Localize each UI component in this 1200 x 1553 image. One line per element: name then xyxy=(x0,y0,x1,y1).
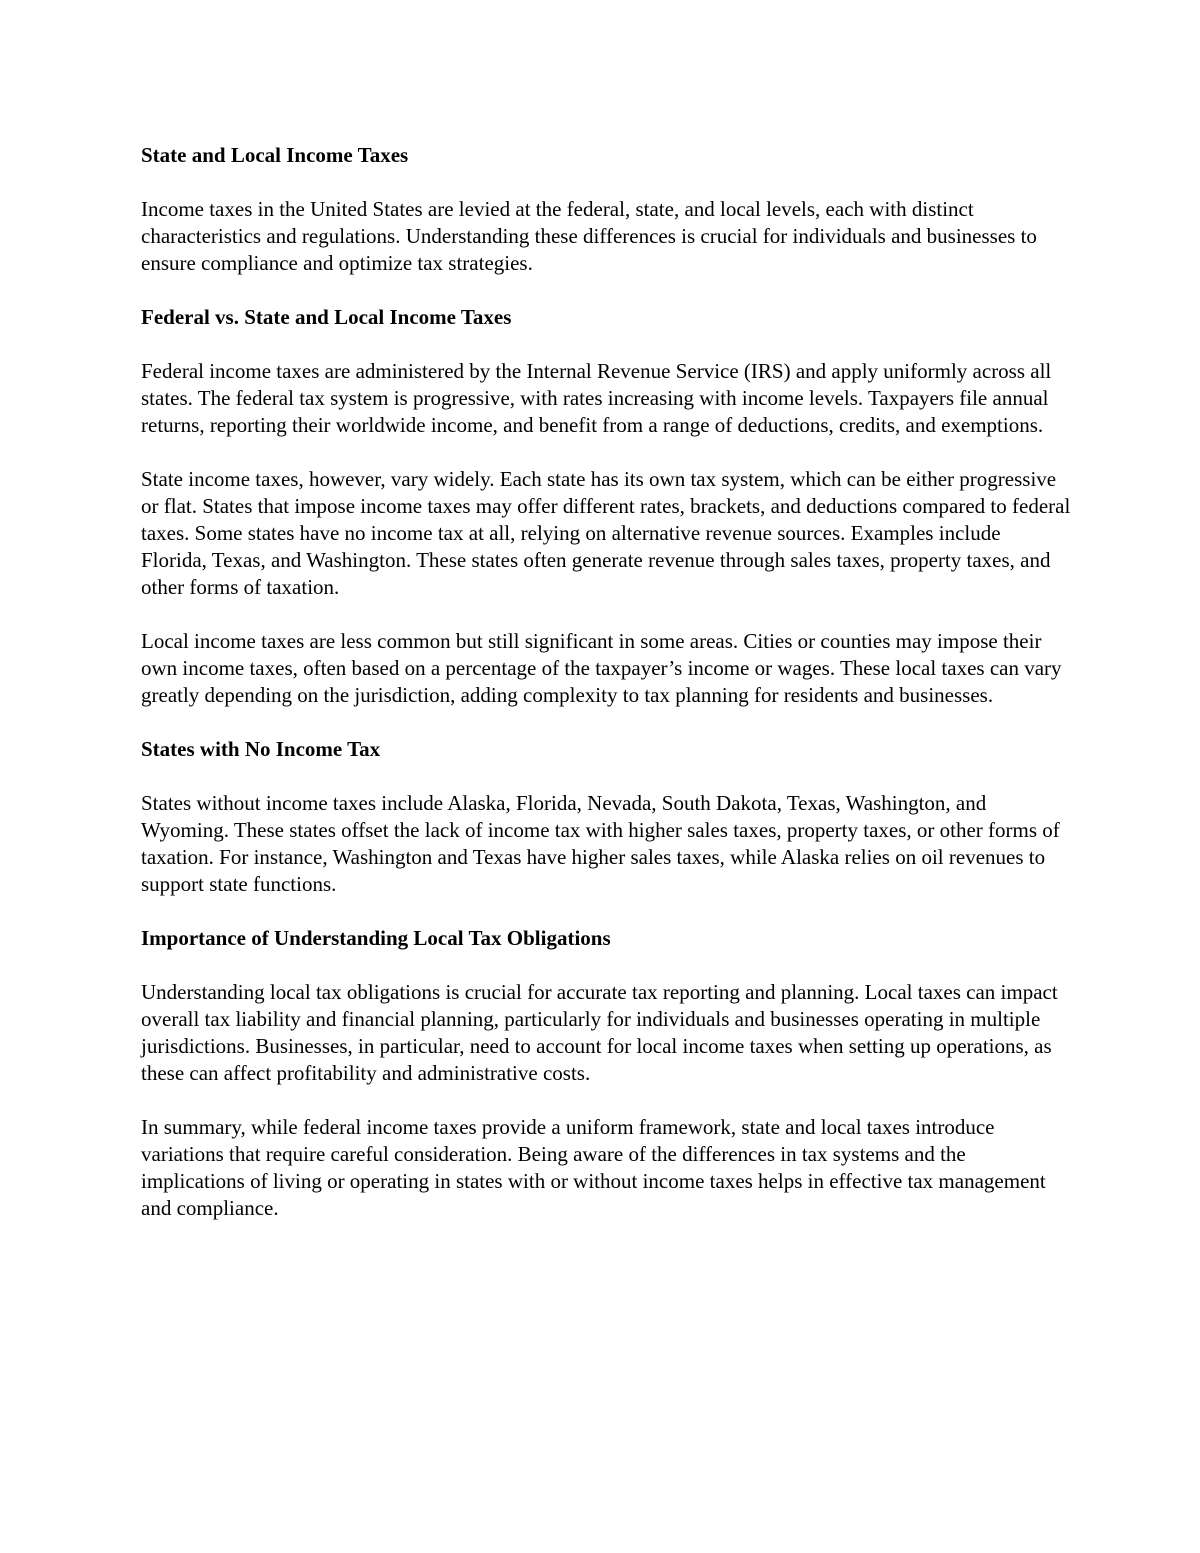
document-title: State and Local Income Taxes xyxy=(141,143,409,167)
local-obligations-paragraph: Understanding local tax obligations is crucial for accurate tax reporting and planning. Local taxes can impact overall tax liability and financial planning, particularly for individuals and businesses operating in multiple jurisdictions. Businesses, in particular, need to account for local income taxes when setting up operations, as these can affect profitability and administrative costs. xyxy=(141,980,1058,1085)
summary-paragraph: In summary, while federal income taxes provide a uniform framework, state and local taxes introduce variations that require careful consideration. Being aware of the differences in tax systems and the implications of living or operating in states with or without income taxes helps in effective tax management and compliance. xyxy=(141,1115,1046,1220)
state-income-tax-paragraph: State income taxes, however, vary widely. Each state has its own tax system, which can be either progressive or flat. States that impose income taxes may offer different rates, brackets, and deductions compared to federal taxes. Some states have no income tax at all, relying on alternative revenue sources. Examples include Florida, Texas, and Washington. These states often generate revenue through sales taxes, property taxes, and other forms of taxation. xyxy=(141,467,1071,599)
federal-income-tax-paragraph: Federal income taxes are administered by the Internal Revenue Service (IRS) and apply uniformly across all states. The federal tax system is progressive, with rates increasing with income levels. Taxpayers file annual returns, reporting their worldwide income, and benefit from a range of deductions, credits, and exemptions. xyxy=(141,359,1052,437)
document-body xyxy=(141,142,1071,1249)
section-heading-no-income-tax: States with No Income Tax xyxy=(141,737,381,761)
local-income-tax-paragraph: Local income taxes are less common but still significant in some areas. Cities or counties may impose their own income taxes, often based on a percentage of the taxpayer’s income or wages. These local taxes can vary greatly depending on the jurisdiction, adding complexity to tax planning for residents and businesses. xyxy=(141,629,1062,707)
no-income-tax-paragraph: States without income taxes include Alaska, Florida, Nevada, South Dakota, Texas, Washington, and Wyoming. These states offset the lack of income tax with higher sales taxes, property taxes, or other forms of taxation. For instance, Washington and Texas have higher sales taxes, while Alaska relies on oil revenues to support state functions. xyxy=(141,791,1060,896)
section-heading-local-obligations: Importance of Understanding Local Tax Obligations xyxy=(141,926,611,950)
intro-paragraph: Income taxes in the United States are levied at the federal, state, and local levels, each with distinct characteristics and regulations. Understanding these differences is crucial for individuals and businesses to ensure compliance and optimize tax strategies. xyxy=(141,197,1037,275)
section-heading-federal-vs-state: Federal vs. State and Local Income Taxes xyxy=(141,305,512,329)
